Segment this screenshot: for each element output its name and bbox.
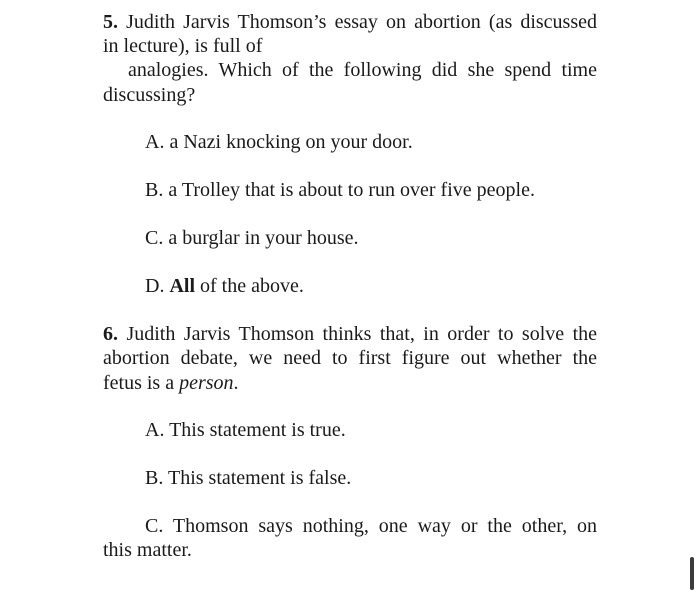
question-6-text-1: Judith Jarvis Thomson thinks that, in order to solve the <box>126 323 598 345</box>
question-6-line-3-prefix: fetus is a <box>103 372 180 394</box>
question-5-line-1 <box>103 10 597 34</box>
question-6-line-3 <box>103 371 239 395</box>
question-5-option-d <box>145 274 304 298</box>
question-5-text-1: Judith Jarvis Thomson’s essay on abortion (as discussed <box>126 11 598 33</box>
question-6-number: 6. <box>103 323 118 345</box>
question-5-option-c: C. a burglar in your house. <box>145 227 359 249</box>
question-5-option-b: B. a Trolley that is about to run over five people. <box>145 179 535 201</box>
question-6-option-c-line-2: this matter. <box>103 539 192 561</box>
question-5-option-d-prefix: D. <box>145 275 170 297</box>
question-6-option-b: B. This statement is false. <box>145 467 352 489</box>
question-6-option-c-line-1: C. Thomson says nothing, one way or the other, on <box>145 515 597 537</box>
question-6-line-3-italic: person <box>179 372 234 394</box>
question-5-option-d-rest: of the above. <box>195 275 304 297</box>
question-5-line-2: in lecture), is full of <box>103 35 263 57</box>
question-5-number: 5. <box>103 11 118 33</box>
question-6-line-3-suffix: . <box>233 372 239 394</box>
question-5-option-a: A. a Nazi knocking on your door. <box>145 131 413 153</box>
question-6-line-1 <box>103 322 597 346</box>
scrollbar-thumb[interactable] <box>690 557 694 590</box>
question-6-line-2: abortion debate, we need to first figure out whether the <box>103 347 597 369</box>
question-5-line-3: analogies. Which of the following did she spend time <box>128 59 597 81</box>
question-6-option-a: A. This statement is true. <box>145 419 346 441</box>
question-5-option-d-bold: All <box>169 275 196 297</box>
question-5-line-4: discussing? <box>103 84 196 106</box>
